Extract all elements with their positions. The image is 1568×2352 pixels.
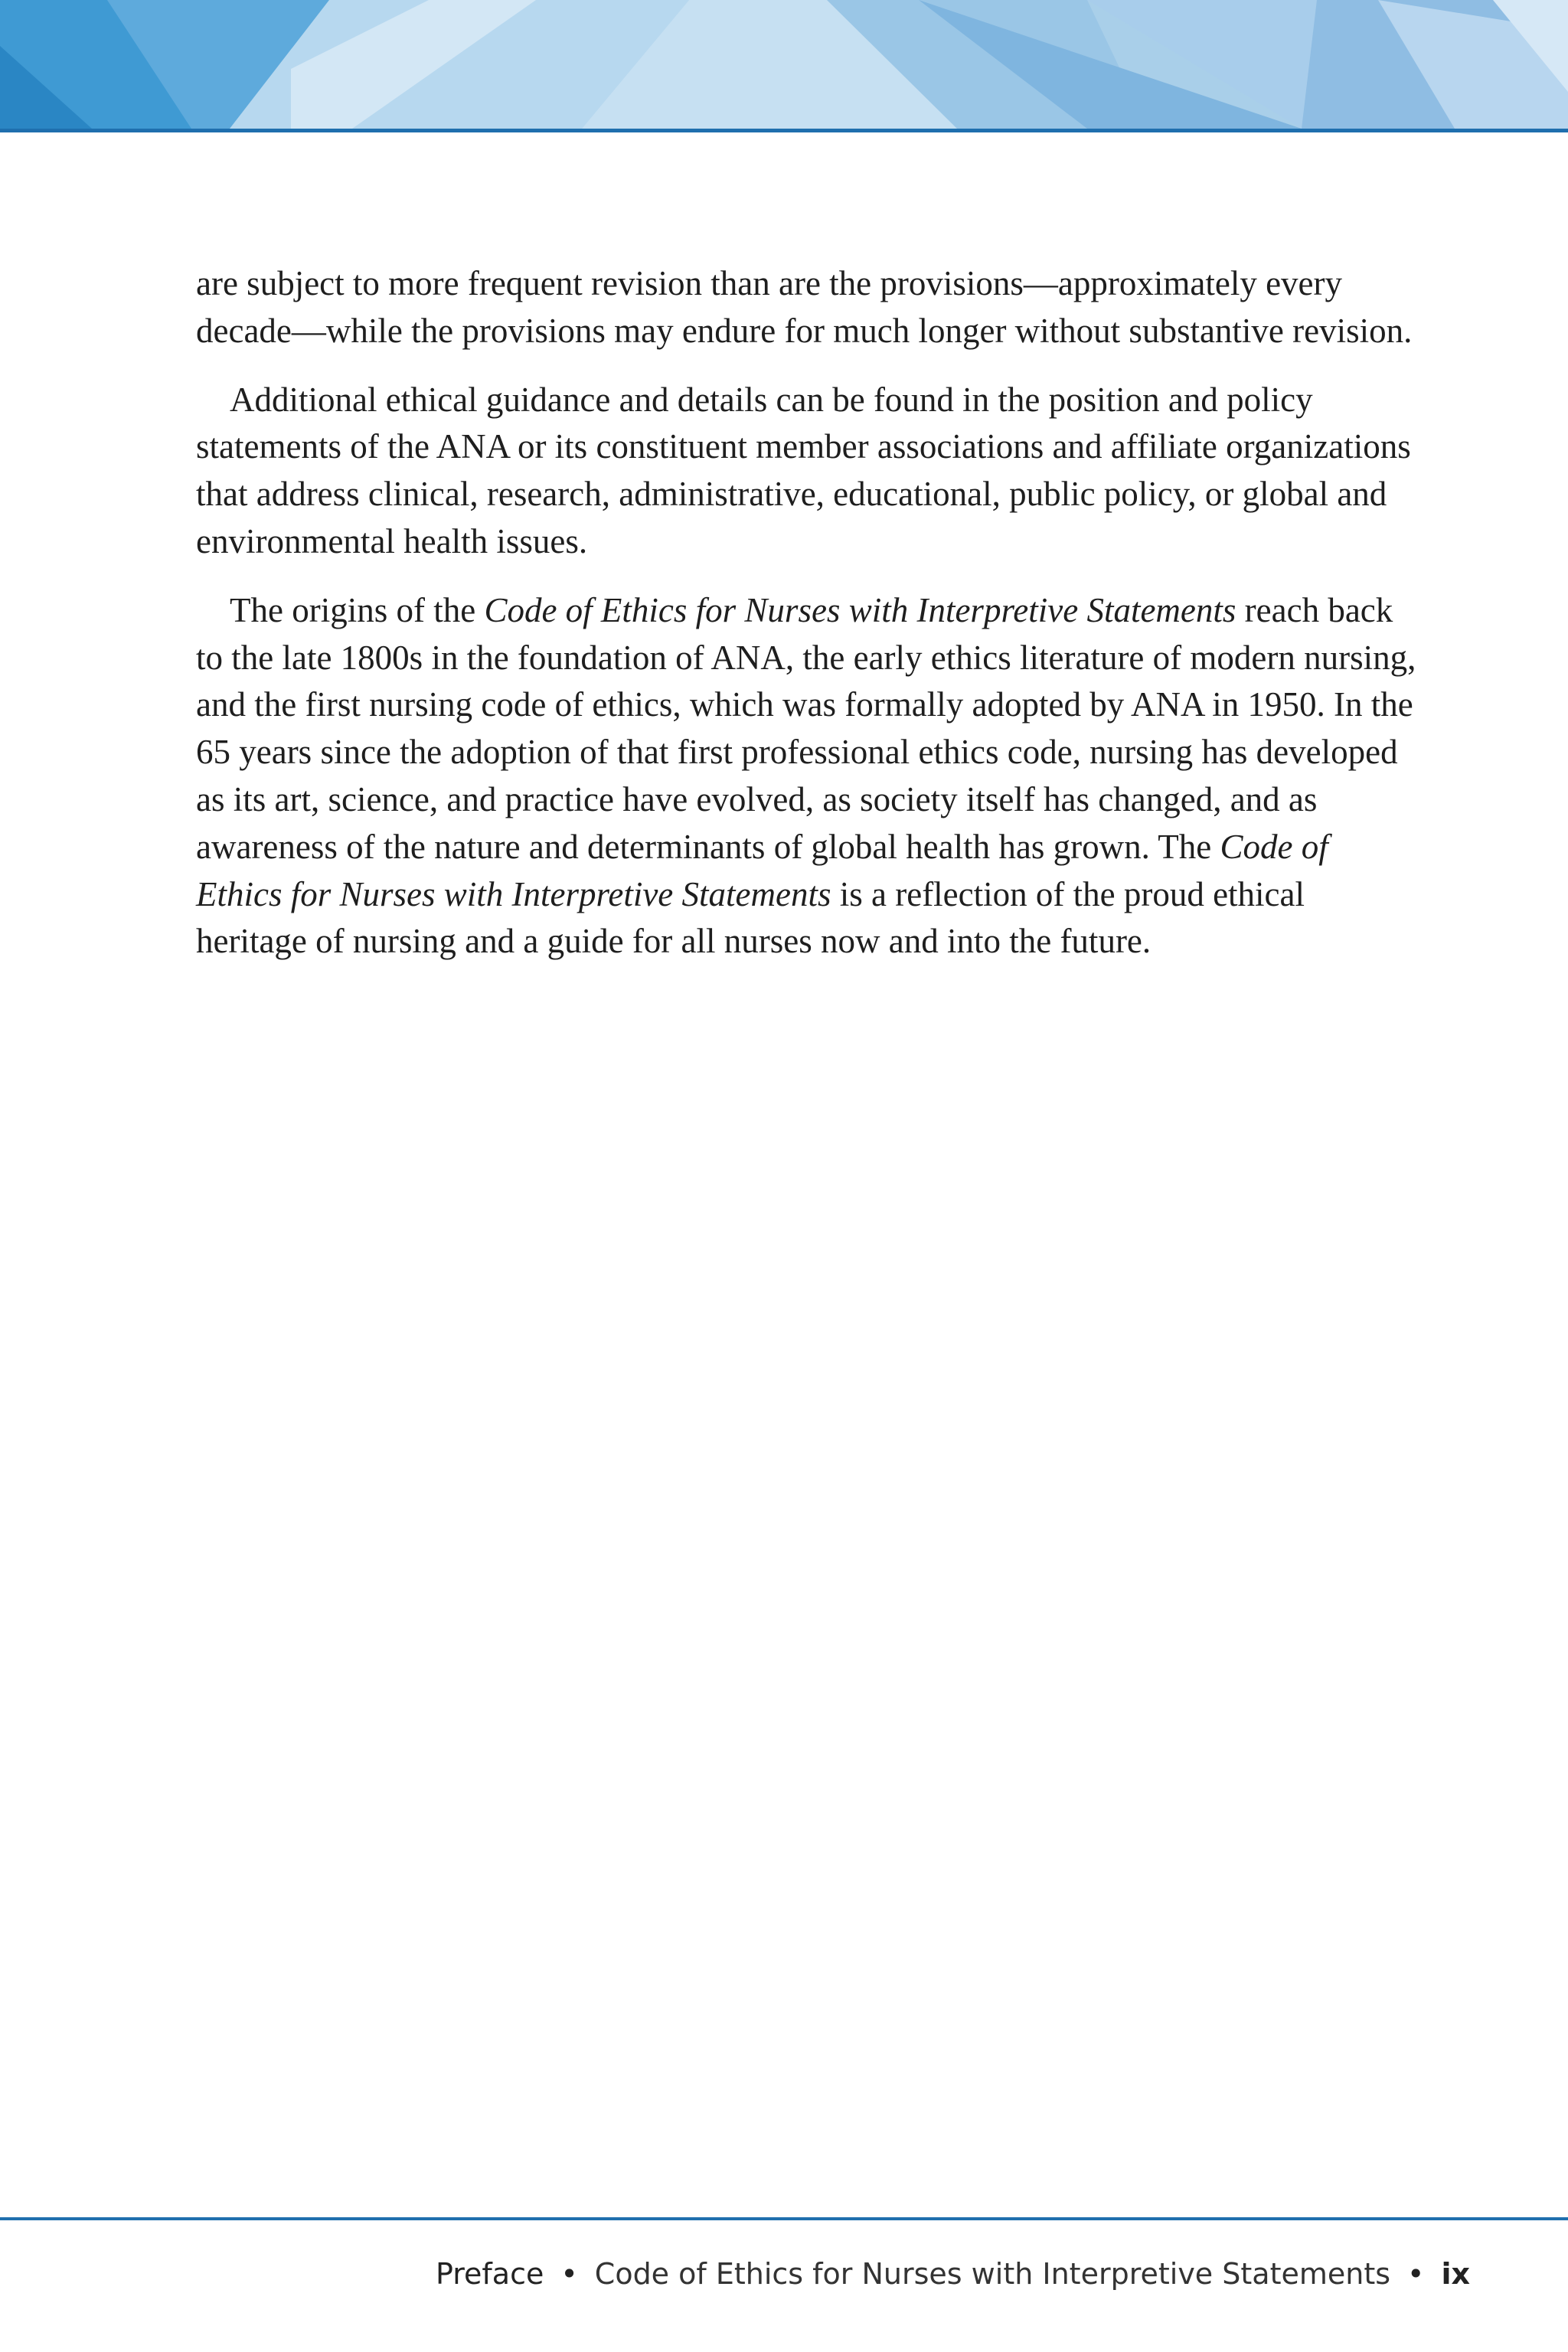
footer-rule <box>0 2217 1568 2220</box>
header-banner <box>0 0 1568 129</box>
footer-separator: • <box>1407 2257 1425 2291</box>
footer-separator: • <box>560 2257 578 2291</box>
book-title-italic: Code of Ethics for Nurses with Interpretive Statements <box>196 827 1328 913</box>
running-footer <box>436 2257 1470 2291</box>
paragraph-1: are subject to more frequent revision than are the provisions—approximately every decade—while the provisions may endure for much longer without substantive revision. <box>196 264 1413 350</box>
paragraph-3-text-a: The origins of the <box>230 590 485 629</box>
paragraph-3-text-c: reach back to the late 1800s in the foundation of ANA, the early ethics literature of modern nursing, and the first nursing code of ethics, which was formally adopted by ANA in 1950. In the 65 years since the adoption of that first professional ethics code, nursing has developed as its art, science, and practice have evolved, as society itself has changed, and as awareness of the nature and determinants of global health has grown. The <box>196 590 1416 866</box>
header-pattern <box>0 0 1568 129</box>
footer-title: Code of Ethics for Nurses with Interpretive Statements <box>594 2257 1391 2291</box>
paragraph-3-text-e: is a reflection of the proud ethical heritage of nursing and a guide for all nurses now and into the future. <box>196 874 1305 961</box>
paragraph-2: Additional ethical guidance and details can be found in the position and policy statements of the ANA or its constituent member associations and affiliate organizations that address clinical, research, administrative, educational, public policy, or global and environmental health issues. <box>196 380 1411 560</box>
page-number: ix <box>1441 2257 1470 2291</box>
paragraph-3 <box>196 587 1421 965</box>
footer-section: Preface <box>436 2257 544 2291</box>
header-rule <box>0 129 1568 132</box>
body-text <box>196 260 1421 987</box>
book-title-italic: Code of Ethics for Nurses with Interpretive Statements <box>484 590 1236 629</box>
